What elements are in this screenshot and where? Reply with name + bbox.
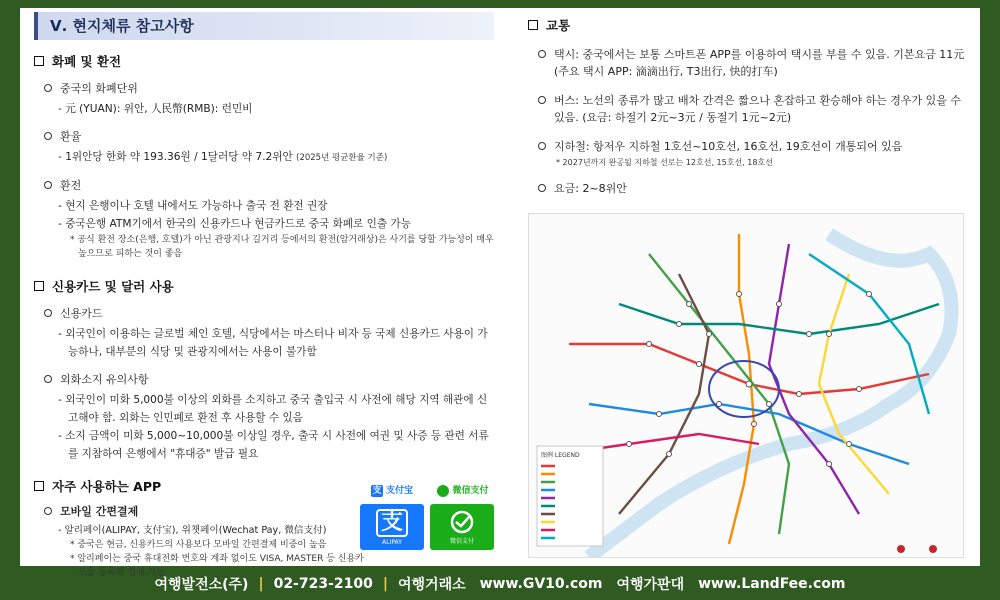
exchange-rate-note: (2025년 평균환율 기준)	[296, 153, 388, 163]
fare-item	[538, 180, 968, 197]
footer-site-link[interactable]: www.GV10.com	[479, 576, 603, 592]
card-heading	[34, 277, 494, 295]
transport-heading-text: 교통	[546, 18, 571, 33]
exchange-line: - 현지 은행이나 호텔 내에서도 가능하나 출국 전 환전 권장	[58, 200, 328, 212]
exchange-rate-line	[58, 148, 494, 167]
checkbox-icon	[34, 281, 44, 291]
apps-heading-text: 자주 사용하는 APP	[52, 479, 162, 494]
footer-market: 여행가판대	[616, 577, 685, 593]
exchange-rate-title: 환율	[60, 130, 82, 143]
exchange-title: 환전	[60, 179, 82, 192]
subway-map-graphic	[529, 214, 963, 557]
map-legend-title: 图例 LEGEND	[541, 452, 580, 459]
circle-bullet-icon	[538, 142, 546, 150]
mobile-pay-note: * 알리페이는 중국 휴대전화 번호와 계좌 없이도 VISA, MASTER 등 신용카드를 등록해 결제 가능	[70, 554, 364, 578]
section-banner: Ⅴ. 현지체류 참고사항	[34, 12, 494, 40]
foreign-currency-line: - 소지 금액이 미화 5,000~10,000불 이상일 경우, 출국 시 사전에 여권 및 사증 등 관련 서류를 지참하여 은행에서 "휴대증" 발급 필요	[58, 430, 489, 460]
foreign-currency-title: 외화소지 유의사항	[60, 373, 149, 386]
credit-card-title: 신용카드	[60, 307, 103, 320]
fare-text: 요금: 2~8위안	[554, 182, 627, 195]
subway-item	[538, 138, 968, 155]
transport-heading	[528, 16, 968, 34]
wechat-pay-icon	[447, 510, 477, 534]
currency-heading-text: 화폐 및 환전	[52, 54, 122, 69]
currency-unit-item	[44, 80, 494, 96]
wechat-header	[430, 482, 496, 500]
circle-bullet-icon	[44, 375, 52, 383]
foreign-currency-item	[44, 371, 494, 387]
alipay-logo	[360, 504, 424, 550]
footer-separator: |	[382, 576, 388, 592]
checkbox-icon	[528, 20, 538, 30]
wechat-small-icon	[437, 485, 449, 497]
alipay-header-label: 支付宝	[385, 486, 413, 496]
mobile-pay-note: * 중국은 현금, 신용카드의 사용보다 모바일 간편결제 비중이 높음	[70, 540, 327, 550]
footer-site-link[interactable]: www.LandFee.com	[698, 576, 846, 592]
wechat-logo	[430, 504, 494, 550]
taxi-item	[538, 46, 968, 80]
alipay-header	[360, 482, 424, 500]
wechat-header-label: 微信支付	[452, 486, 489, 496]
exchange-line: - 중국은행 ATM기에서 한국의 신용카드나 현금카드로 중국 화폐로 인출 가능	[58, 218, 411, 230]
exchange-item	[44, 177, 494, 193]
foreign-currency-line: - 외국인이 미화 5,000불 이상의 외화를 소지하고 중국 출입국 시 사전에 해당 지역 해관에 신고해야 함. 외화는 인민폐로 환전 후 사용할 수 있음	[58, 394, 488, 424]
currency-unit-title: 중국의 화폐단위	[60, 82, 138, 95]
circle-bullet-icon	[538, 96, 546, 104]
subway-map	[528, 213, 964, 558]
footer-company: 여행발전소(주)	[154, 577, 249, 593]
footer-phone: 02-723-2100	[273, 576, 373, 592]
alipay-glyph-icon: 支	[376, 509, 408, 537]
credit-card-line: - 외국인이 이용하는 글로벌 체인 호텔, 식당에서는 마스터나 비자 등 국제 신용카드 사용이 가능하나, 대부분의 식당 및 관광지에서는 사용이 불가함	[58, 328, 488, 358]
wechat-logo-sub: 微信支付	[449, 537, 474, 545]
exchange-note: * 공식 환전 장소(은행, 호텔)가 아닌 관광지나 길거리 등에서의 환전(암거래상)은 사기를 당할 가능성이 매우 높으므로 피하는 것이 좋음	[70, 235, 494, 259]
card-heading-text: 신용카드 및 달러 사용	[52, 279, 174, 294]
currency-unit-line: - 元 (YUAN): 위안, 人民幣(RMB): 런민비	[58, 103, 253, 115]
footer-agency: 여행거래소	[398, 577, 466, 593]
exchange-rate-text: - 1위안당 한화 약 193.36원 / 1달러당 약 7.2위안	[58, 151, 293, 163]
exchange-rate-item	[44, 128, 494, 144]
alipay-small-icon: 支	[372, 486, 382, 496]
credit-card-item	[44, 305, 494, 321]
circle-bullet-icon	[538, 184, 546, 192]
subway-note: * 2027년까지 완공될 지하철 선로는 12호선, 15호선, 18호선	[556, 158, 773, 167]
circle-bullet-icon	[538, 50, 546, 58]
bus-item	[538, 92, 968, 126]
bus-text: 버스: 노선의 종류가 많고 배차 간격은 짧으나 혼잡하고 환승해야 하는 경우가 있을 수 있음. (요금: 하절기 2元~3元 / 동절기 1元~2元)	[554, 94, 961, 124]
taxi-text: 택시: 중국에서는 보통 스마트폰 APP를 이용하여 택시를 부를 수 있음. 기본요금 11元 (주요 택시 APP: 滴滴出行, T3出行, 快的打车)	[554, 48, 965, 78]
checkbox-icon	[34, 481, 44, 491]
mobile-pay-title: 모바일 간편결제	[60, 505, 139, 518]
circle-bullet-icon	[44, 132, 52, 140]
mobile-pay-line: - 알리페이(ALIPAY, 支付宝), 위챗페이(Wechat Pay, 微信支付)	[58, 525, 327, 536]
circle-bullet-icon	[44, 309, 52, 317]
circle-bullet-icon	[44, 181, 52, 189]
currency-heading	[34, 52, 494, 70]
subway-text: 지하철: 항저우 지하철 1호선~10호선, 16호선, 19호선이 개통되어 있음	[554, 140, 903, 153]
footer-separator: |	[258, 576, 264, 592]
checkbox-icon	[34, 56, 44, 66]
document-page	[20, 8, 980, 578]
right-column	[528, 8, 968, 459]
footer-bar	[0, 568, 1000, 600]
circle-bullet-icon	[44, 507, 52, 515]
payment-app-logos	[360, 482, 496, 554]
alipay-logo-sub: ALIPAY	[382, 538, 402, 546]
circle-bullet-icon	[44, 84, 52, 92]
